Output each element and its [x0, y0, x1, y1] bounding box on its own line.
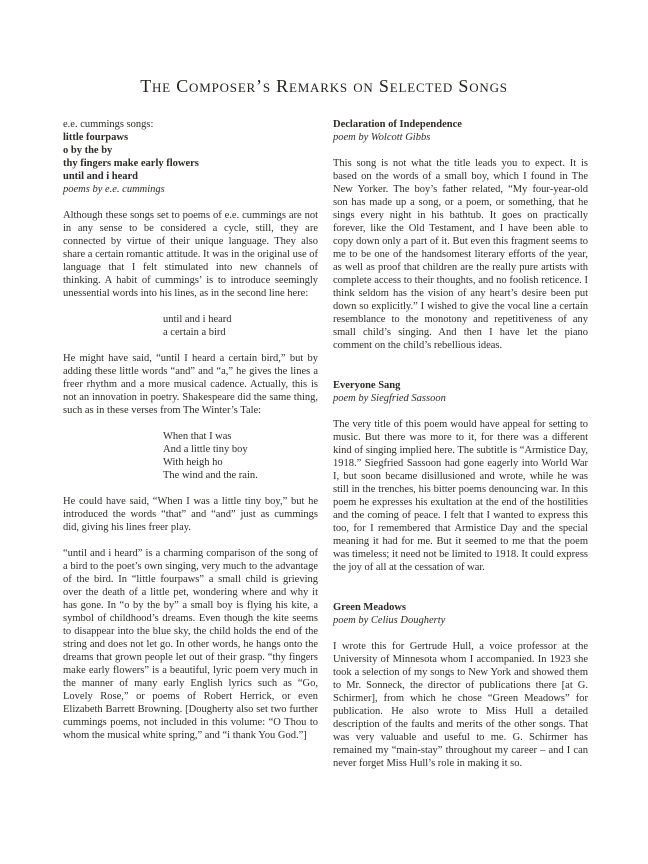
- verse-quote: [163, 313, 318, 339]
- paragraph: Although these songs set to poems of e.e. cummings are not in any sense to be considered a cycle, still, they are connected by virtue of their unique language. They also share a certain romantic attitude. It was in the original use of language that I felt stimulated into new channels of thinking. A habit of cummings’ is to introduce seemingly unessential words into his lines, as in the second line here:: [63, 210, 318, 299]
- song-list: [63, 118, 318, 196]
- verse-line: until and i heard: [163, 314, 232, 325]
- song-title: o by the by: [63, 145, 113, 156]
- verse-line: And a little tiny boy: [163, 444, 248, 455]
- verse-line: With heigh ho: [163, 457, 223, 468]
- verse-line: The wind and the rain.: [163, 470, 258, 481]
- paragraph: This song is not what the title leads you to expect. It is based on the words of a small boy, which I found in The New Yorker. The boy’s father related, “My four-year-old son has made up a song, or a poem, or something, that he sings every night in his bathtub. It goes on practically forever, like the Old Testament, and I have been able to copy down only a part of it. But even this fragment seems to me to be one of the handsomest literary efforts of the year, as well as proof that children are the really pure artists with complete access to their thoughts, and no foolish reticence. I think seldom has the vision of any heart’s desire been put down so explicitly.” I wished to give the vocal line a certain resemblance to the monotony and repetitiveness of any small child’s singing. And then I have let the piano comment on the child’s rebellious ideas.: [333, 158, 588, 351]
- section-title: Declaration of Independence: [333, 119, 462, 130]
- section-title: Everyone Sang: [333, 380, 401, 391]
- song-title: until and i heard: [63, 171, 138, 182]
- paragraph: He might have said, “until I heard a certain bird,” but by adding these little words “and” and “a,” he gives the lines a freer rhythm and a more musical cadence. Actually, this is not an innovation in poetry. Shakespeare did the same thing, such as in these verses from The Winter’s Tale:: [63, 353, 318, 416]
- section-everyone-sang: [333, 379, 588, 574]
- section-title: Green Meadows: [333, 602, 407, 613]
- verse-quote: [163, 430, 318, 482]
- left-column: [63, 118, 318, 797]
- song-title: little fourpaws: [63, 132, 129, 143]
- song-title: thy fingers make early flowers: [63, 158, 199, 169]
- paragraph: He could have said, “When I was a little tiny boy,” but he introduced the words “that” and “and” just as cummings did, giving his lines freer play.: [63, 496, 318, 533]
- paragraph: I wrote this for Gertrude Hull, a voice professor at the University of Minnesota whom I accompanied. In 1923 she took a selection of my songs to New York and showed them to Mr. Sonneck, the director of publications there [at G. Schirmer], from which he chose “Green Meadows” for publication. He also wrote to Miss Hull a detailed description of the faults and merits of the other songs. That was very valuable and useful to me. G. Schirmer has remained my “main-stay” throughout my career – and I can never forget Miss Hull’s role in making it so.: [333, 641, 588, 769]
- section-byline: poem by Wolcott Gibbs: [333, 132, 431, 143]
- paragraph: The very title of this poem would have appeal for setting to music. But there was more to it, for there was a different kind of singing implied here. The subtitle is “Armistice Day, 1918.” Siegfried Sassoon had gone eagerly into World War I, but soon became disillusioned and wrote, while he was still in the trenches, his bitter poems denouncing war. In this poem he expresses his exultation at the end of the hostilities and the coming of peace. I felt that I wanted to express this too, for I remembered that Armistice Day and the special meaning it had for me. But it seemed to me that the poem was timeless; it need not be limited to 1918. It could express the joy of all at the cessation of war.: [333, 419, 588, 573]
- song-list-attribution: poems by e.e. cummings: [63, 184, 165, 195]
- page-title: The Composer’s Remarks on Selected Songs: [140, 76, 508, 96]
- song-list-intro: e.e. cummings songs:: [63, 119, 154, 130]
- section-green-meadows: [333, 601, 588, 770]
- section-declaration-of-independence: [333, 118, 588, 352]
- section-byline: poem by Siegfried Sassoon: [333, 393, 446, 404]
- two-column-layout: [63, 118, 588, 797]
- paragraph: “until and i heard” is a charming comparison of the song of a bird to the poet’s own singing, very much to the advantage of the bird. In “little fourpaws” a small child is grieving over the death of a little pet, wondering where and why it has gone. In “o by the by” a small boy is flying his kite, a symbol of childhood’s dreams. Even though the kite seems to disappear into the blue sky, the child holds the end of the string and does not let go. In other words, he hangs onto the dreams that grown people let out of their grasp. “thy fingers make early flowers” is a beautiful, lyric poem very much in the manner of many early English lyrics such as “Go, Lovely Rose,” or poems of Robert Herrick, or even Elizabeth Barrett Browning. [Dougherty also set two further cummings poems, not included in this volume: “O Thou to whom the musical white spring,” and “i thank You God.”]: [63, 548, 318, 741]
- verse-line: a certain a bird: [163, 327, 226, 338]
- section-byline: poem by Celius Dougherty: [333, 615, 446, 626]
- right-column: [333, 118, 588, 797]
- verse-line: When that I was: [163, 431, 232, 442]
